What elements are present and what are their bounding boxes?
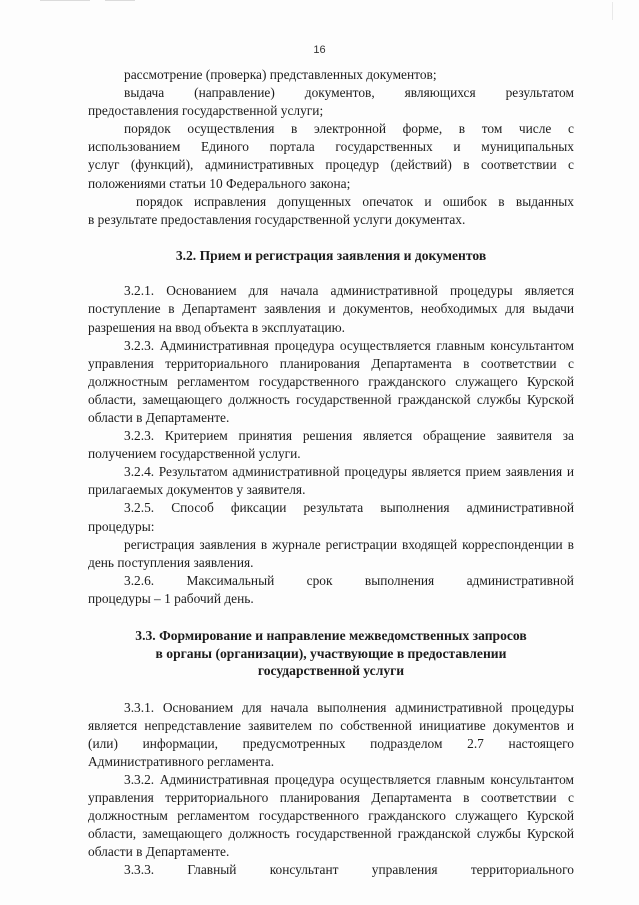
- paragraph: 3.2.1. Основанием для начала административной процедуры является поступление в Департамент заявления и документов, необходимых для выдачи разрешения на ввод объекта в эксплуатацию.: [88, 283, 574, 335]
- paragraph-line-justified: [88, 861, 574, 879]
- word: портала: [269, 139, 315, 155]
- paragraph-line-justified: [88, 120, 574, 138]
- paragraph-line-justified: [88, 138, 574, 156]
- section-heading: 3.3. Формирование и направление межведомственных запросов: [135, 628, 527, 644]
- word: в: [291, 121, 298, 137]
- word: числе: [518, 121, 552, 137]
- scan-artifact: [40, 0, 90, 1]
- section-heading: государственной услуги: [257, 663, 405, 679]
- word: Единого: [201, 139, 249, 155]
- page-number: 16: [313, 44, 326, 56]
- word: в: [458, 121, 466, 137]
- word: территориального: [470, 862, 574, 878]
- word: (направление): [194, 85, 275, 101]
- word: государственных: [335, 139, 433, 155]
- paragraph: предоставления государственной услуги;: [88, 103, 324, 119]
- word: осуществления: [187, 121, 275, 137]
- word: форме,: [402, 121, 443, 137]
- paragraph: 3.2.5. Способ фиксации результата выполнения административной процедуры:: [88, 500, 574, 534]
- section-heading: в органы (организации), участвующие в предоставлении: [155, 645, 507, 661]
- word: документов,: [304, 85, 375, 101]
- paragraph: регистрация заявления в журнале регистрации входящей корреспонденции в день поступления заявления.: [88, 536, 574, 570]
- word: использованием: [88, 139, 181, 155]
- word: консультант: [269, 862, 339, 878]
- paragraph: 3.2.3. Критерием принятия решения является обращение заявителя за получением государственной услуги.: [88, 428, 574, 462]
- paragraph: 3.3.2. Административная процедура осуществляется главным консультантом управления территориального планирования Департамента в соответствии с должностным регламентом государственного гражданского служащего Курской области, замещающего должность государственной гражданской службы Курской области в Департаменте.: [88, 771, 574, 860]
- word: выполнения: [364, 572, 435, 588]
- word: том: [481, 121, 503, 137]
- word: Максимальный: [186, 572, 275, 588]
- scan-artifact: [105, 0, 135, 1]
- word: с: [567, 121, 574, 137]
- word: административной: [466, 572, 574, 588]
- word: электронной: [313, 121, 386, 137]
- paragraph: в результате предоставления государственной услуги документах.: [88, 211, 466, 227]
- paragraph-line-justified: [88, 84, 574, 102]
- word: и: [453, 139, 461, 155]
- section-heading: 3.2. Прием и регистрация заявления и документов: [175, 247, 487, 263]
- paragraph: процедуры – 1 рабочий день.: [88, 590, 254, 606]
- word: 3.3.3.: [124, 862, 155, 878]
- document-body: [88, 66, 574, 879]
- word: срок: [306, 572, 333, 588]
- word: управления: [371, 862, 438, 878]
- paragraph: порядок исправления допущенных опечаток и ошибок в выданных: [136, 193, 574, 209]
- word: результатом: [505, 85, 574, 101]
- word: выдача: [124, 85, 165, 101]
- scan-artifact: [612, 2, 613, 20]
- paragraph: 3.2.3. Административная процедура осуществляется главным консультантом управления территориального планирования Департамента в соответствии с должностным регламентом государственного гражданского служащего Курской области, замещающего должность государственной гражданской службы Курской области в Департаменте.: [88, 337, 574, 425]
- paragraph: положениями статьи 10 Федерального закона;: [88, 175, 351, 191]
- paragraph: 3.2.4. Результатом административной процедуры является прием заявления и прилагаемых документов у заявителя.: [88, 464, 574, 498]
- paragraph: 3.3.1. Основанием для начала выполнения административной процедуры является непредставление заявителем по собственной инициативе документов и (или) информации, предусмотренных подразделом 2.7 настоящего Административного регламента.: [88, 699, 574, 769]
- word: Главный: [187, 862, 237, 878]
- paragraph: рассмотрение (проверка) представленных документов;: [124, 67, 437, 82]
- word: 3.2.6.: [124, 572, 155, 588]
- word: являющихся: [404, 85, 476, 101]
- word: муниципальных: [481, 139, 574, 155]
- paragraph: услуг (функций), административных процедур (действий) в соответствии с: [88, 157, 574, 173]
- paragraph-line-justified: [88, 572, 574, 590]
- word: порядок: [124, 121, 171, 137]
